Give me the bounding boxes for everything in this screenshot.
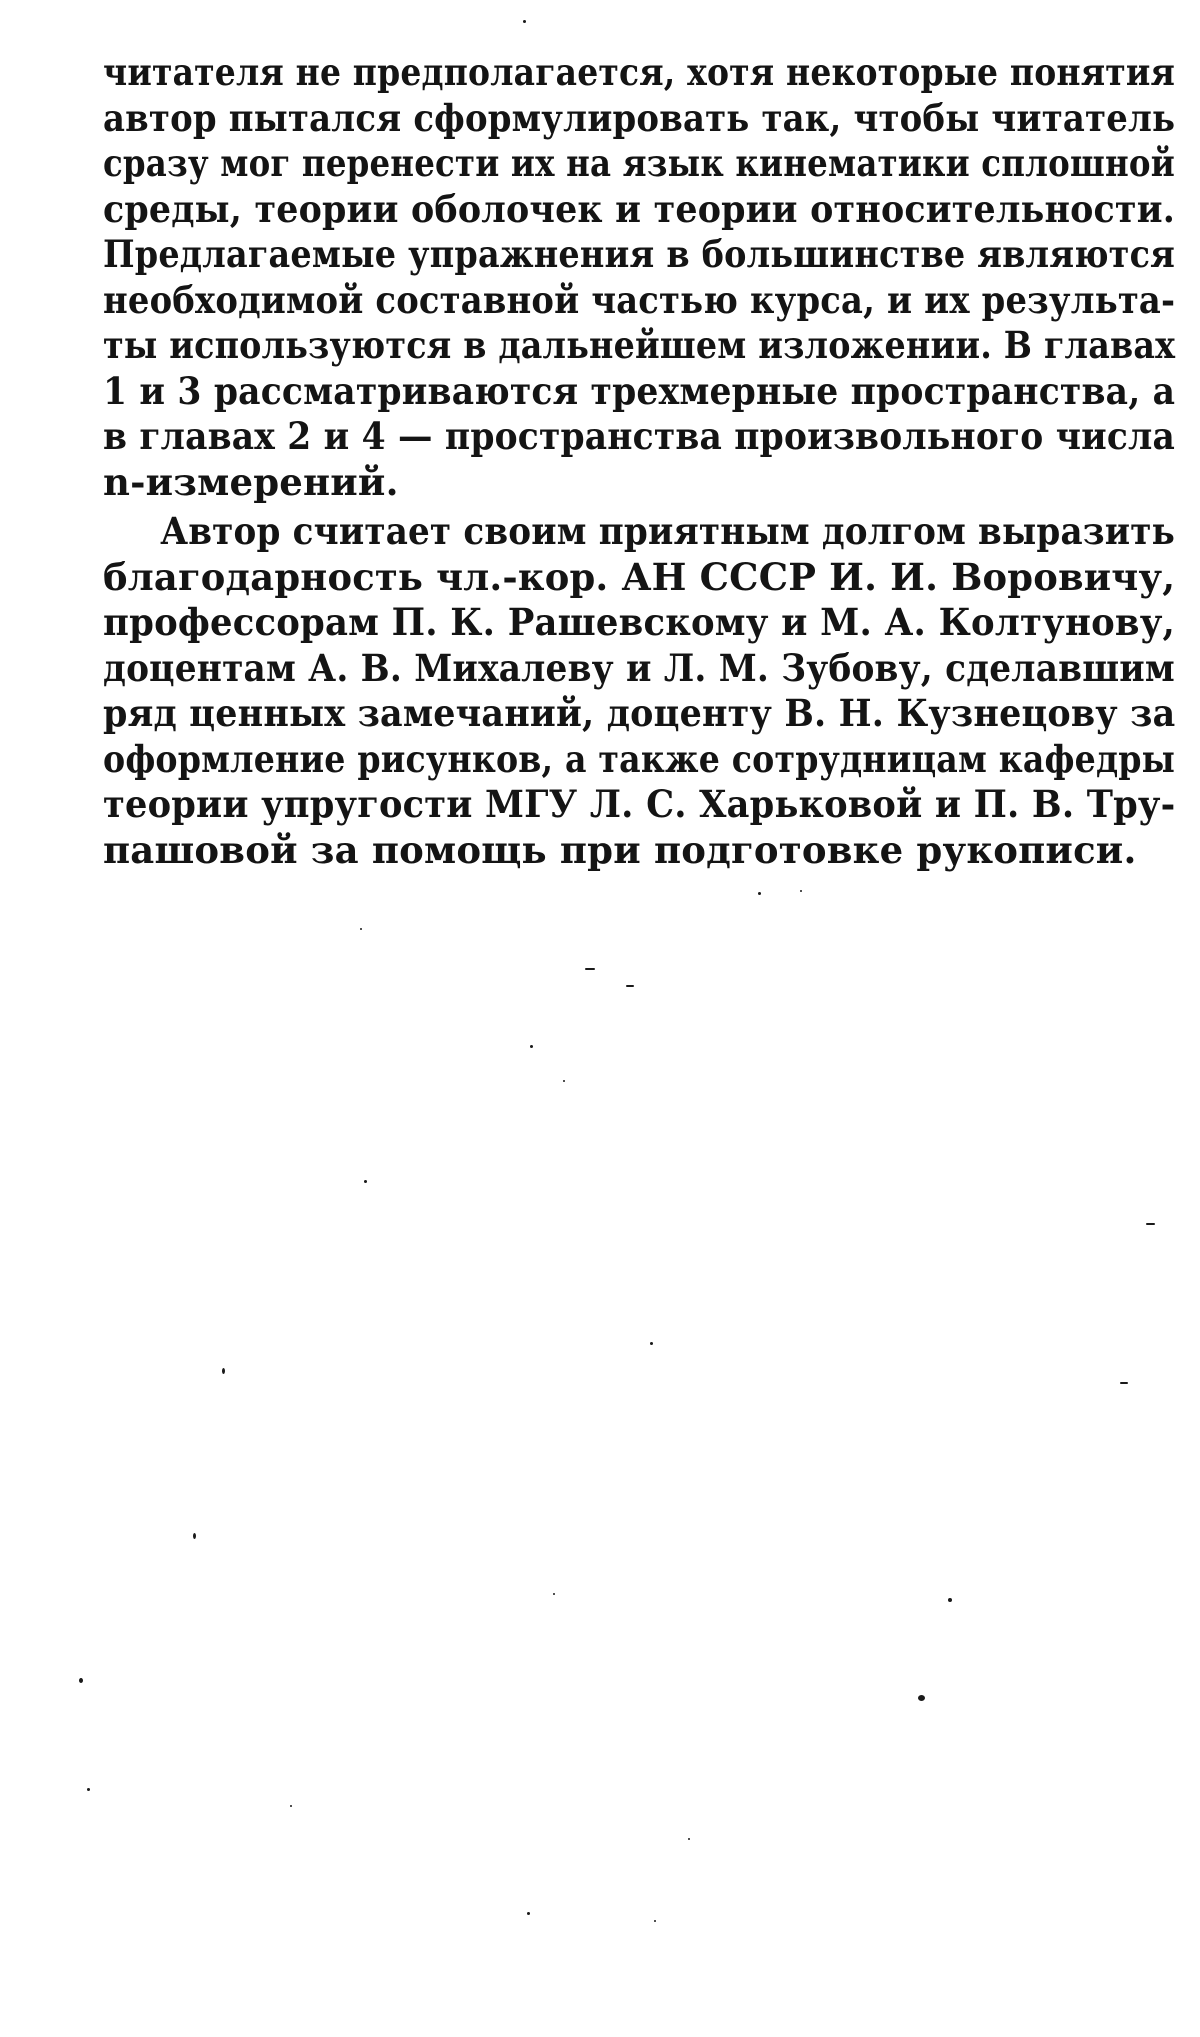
scan-speck	[800, 890, 802, 892]
scan-speck	[360, 928, 362, 930]
text-line: необходимой составной частью курса, и их результа-	[103, 277, 1176, 322]
scan-speck	[364, 1180, 367, 1183]
text-line: пашовой за помощь при подготовке рукописи.	[103, 827, 1137, 872]
paragraph-intro	[103, 50, 1175, 505]
scan-speck	[530, 1045, 533, 1048]
text-line: профессорам П. К. Рашевскому и М. А. Колтунову,	[103, 600, 1176, 644]
text-line: доцентам А. В. Михалеву и Л. М. Зубову, сделавшим	[103, 645, 1175, 690]
text-line: в главах 2 и 4 — пространства произвольного числа	[103, 414, 1176, 458]
text-line: ряд ценных замечаний, доценту В. Н. Кузнецову за	[103, 691, 1176, 735]
scan-speck	[193, 1533, 196, 1539]
scan-speck	[918, 1695, 925, 1701]
text-line: Автор считает своим приятным долгом выразить	[160, 509, 1176, 553]
scan-speck	[654, 1920, 656, 1922]
text-line: читателя не предполагается, хотя некоторые понятия	[103, 50, 1176, 94]
text-line: оформление рисунков, а также сотрудницам кафедры	[103, 736, 1176, 781]
text-line: среды, теории оболочек и теории относительности.	[103, 186, 1176, 231]
text-line: Предлагаемые упражнения в большинстве являются	[103, 232, 1176, 276]
scan-speck	[553, 1593, 555, 1595]
scan-speck	[222, 1368, 225, 1374]
scan-speck	[527, 1912, 530, 1915]
scan-speck	[626, 985, 634, 987]
scan-speck	[948, 1598, 952, 1602]
scan-speck	[585, 968, 595, 970]
scan-speck	[688, 1838, 690, 1840]
scan-speck	[1146, 1223, 1155, 1225]
scan-speck	[1120, 1382, 1128, 1384]
scan-speck	[563, 1080, 565, 1082]
scan-speck	[523, 20, 526, 23]
scan-speck	[87, 1788, 90, 1791]
scan-speck	[79, 1678, 83, 1683]
text-line: благодарность чл.-кор. АН СССР И. И. Воровичу,	[103, 554, 1176, 599]
text-line: автор пытался сформулировать так, чтобы читатель	[103, 95, 1176, 140]
text-line: сразу мог перенести их на язык кинематики сплошной	[103, 141, 1175, 185]
scan-speck	[650, 1342, 653, 1345]
text-line: 1 и 3 рассматриваются трехмерные пространства, а	[103, 368, 1176, 413]
scan-speck	[290, 1805, 292, 1807]
text-line: ты используются в дальнейшем изложении. В главах	[103, 323, 1176, 367]
text-line: n-измерений.	[103, 459, 399, 504]
paragraph-acknowledgements	[103, 509, 1175, 873]
text-line: теории упругости МГУ Л. С. Харьковой и П. В. Тру-	[103, 782, 1176, 826]
page-text	[103, 50, 1175, 873]
scan-speck	[758, 892, 761, 895]
